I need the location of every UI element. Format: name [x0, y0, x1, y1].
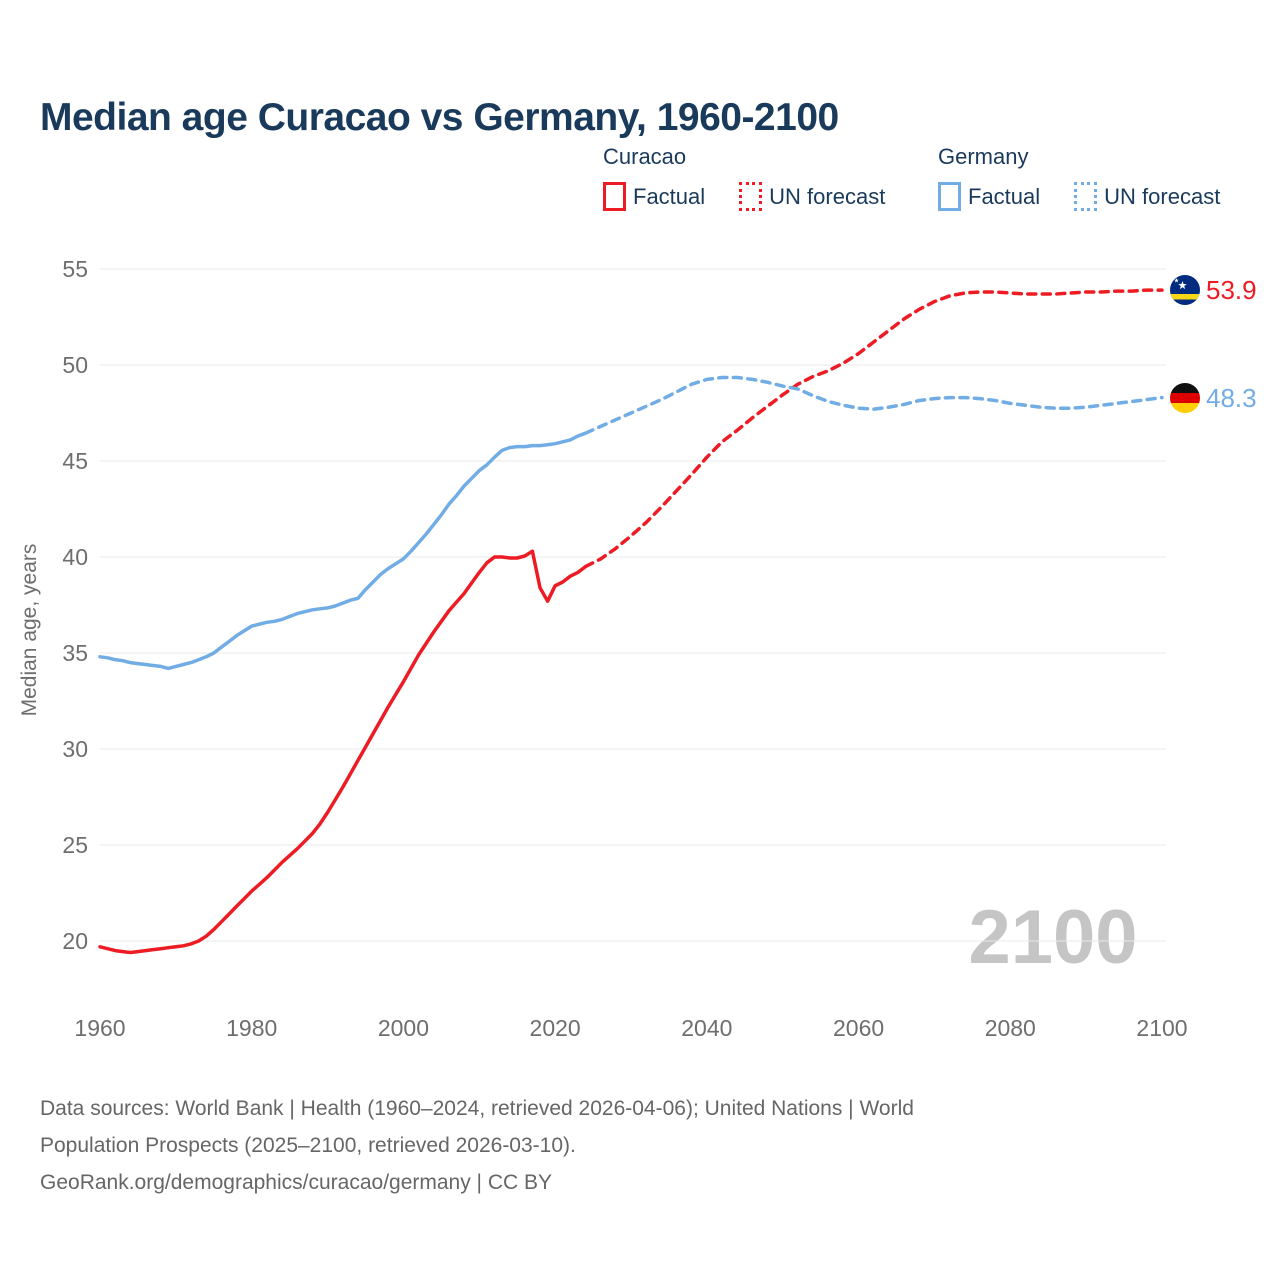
legend-label: Factual: [968, 183, 1041, 209]
legend-row-curacao: [603, 182, 885, 211]
y-axis-title: Median age, years: [18, 543, 41, 717]
legend-item-germany-factual: [938, 182, 1040, 211]
legend-item-curacao-forecast: [739, 182, 885, 211]
legend-heading-curacao: Curacao: [603, 144, 687, 169]
legend-label: Factual: [633, 183, 706, 209]
series-germany-un-forecast: [586, 378, 1163, 434]
y-tick-25: 25: [62, 832, 88, 858]
x-tick-1960: 1960: [74, 1015, 126, 1041]
series-curacao-un-forecast: [586, 290, 1163, 566]
series-curacao-factual: [100, 551, 586, 952]
y-tick-30: 30: [62, 736, 88, 762]
footer-line-1: Data sources: World Bank | Health (1960–2024, retrieved 2026-04-06); United Nations | World: [40, 1097, 914, 1120]
legend-heading-germany: Germany: [938, 144, 1029, 169]
legend-label: UN forecast: [769, 183, 886, 209]
y-tick-40: 40: [62, 544, 88, 570]
curacao-flag-icon: [1170, 275, 1200, 305]
legend: [0, 144, 1280, 224]
series-germany-factual: [100, 433, 586, 668]
x-tick-2100: 2100: [1136, 1015, 1188, 1041]
curacao-end-value: 53.9: [1206, 275, 1257, 305]
germany-factual-swatch-icon: [938, 182, 961, 211]
y-tick-35: 35: [62, 640, 88, 666]
legend-item-curacao-factual: [603, 182, 705, 211]
y-tick-50: 50: [62, 352, 88, 378]
legend-row-germany: [938, 182, 1220, 211]
germany-flag-icon: [1170, 383, 1200, 413]
germany-end-value: 48.3: [1206, 383, 1257, 413]
legend-item-germany-forecast: [1074, 182, 1220, 211]
y-tick-55: 55: [62, 256, 88, 282]
chart-title: Median age Curacao vs Germany, 1960-2100: [40, 96, 839, 140]
x-tick-2000: 2000: [377, 1015, 430, 1041]
x-tick-1980: 1980: [226, 1015, 278, 1041]
x-tick-2020: 2020: [529, 1015, 581, 1041]
legend-group-germany: [938, 144, 1220, 211]
y-tick-20: 20: [62, 928, 88, 954]
footer: [40, 1090, 1200, 1201]
x-tick-2040: 2040: [681, 1015, 733, 1041]
watermark-year: 2100: [968, 895, 1138, 980]
x-tick-2060: 2060: [832, 1015, 885, 1041]
curacao-factual-swatch-icon: [603, 182, 626, 211]
series-layer: [100, 290, 1162, 952]
footer-line-2: Population Prospects (2025–2100, retrieved 2026-03-10).: [40, 1134, 576, 1157]
y-tick-45: 45: [62, 448, 88, 474]
x-tick-2080: 2080: [984, 1015, 1036, 1041]
legend-label: UN forecast: [1104, 183, 1221, 209]
footer-line-3: GeoRank.org/demographics/curacao/germany | CC BY: [40, 1171, 553, 1194]
germany-forecast-swatch-icon: [1074, 182, 1097, 211]
curacao-forecast-swatch-icon: [739, 182, 762, 211]
legend-group-curacao: [603, 144, 885, 211]
